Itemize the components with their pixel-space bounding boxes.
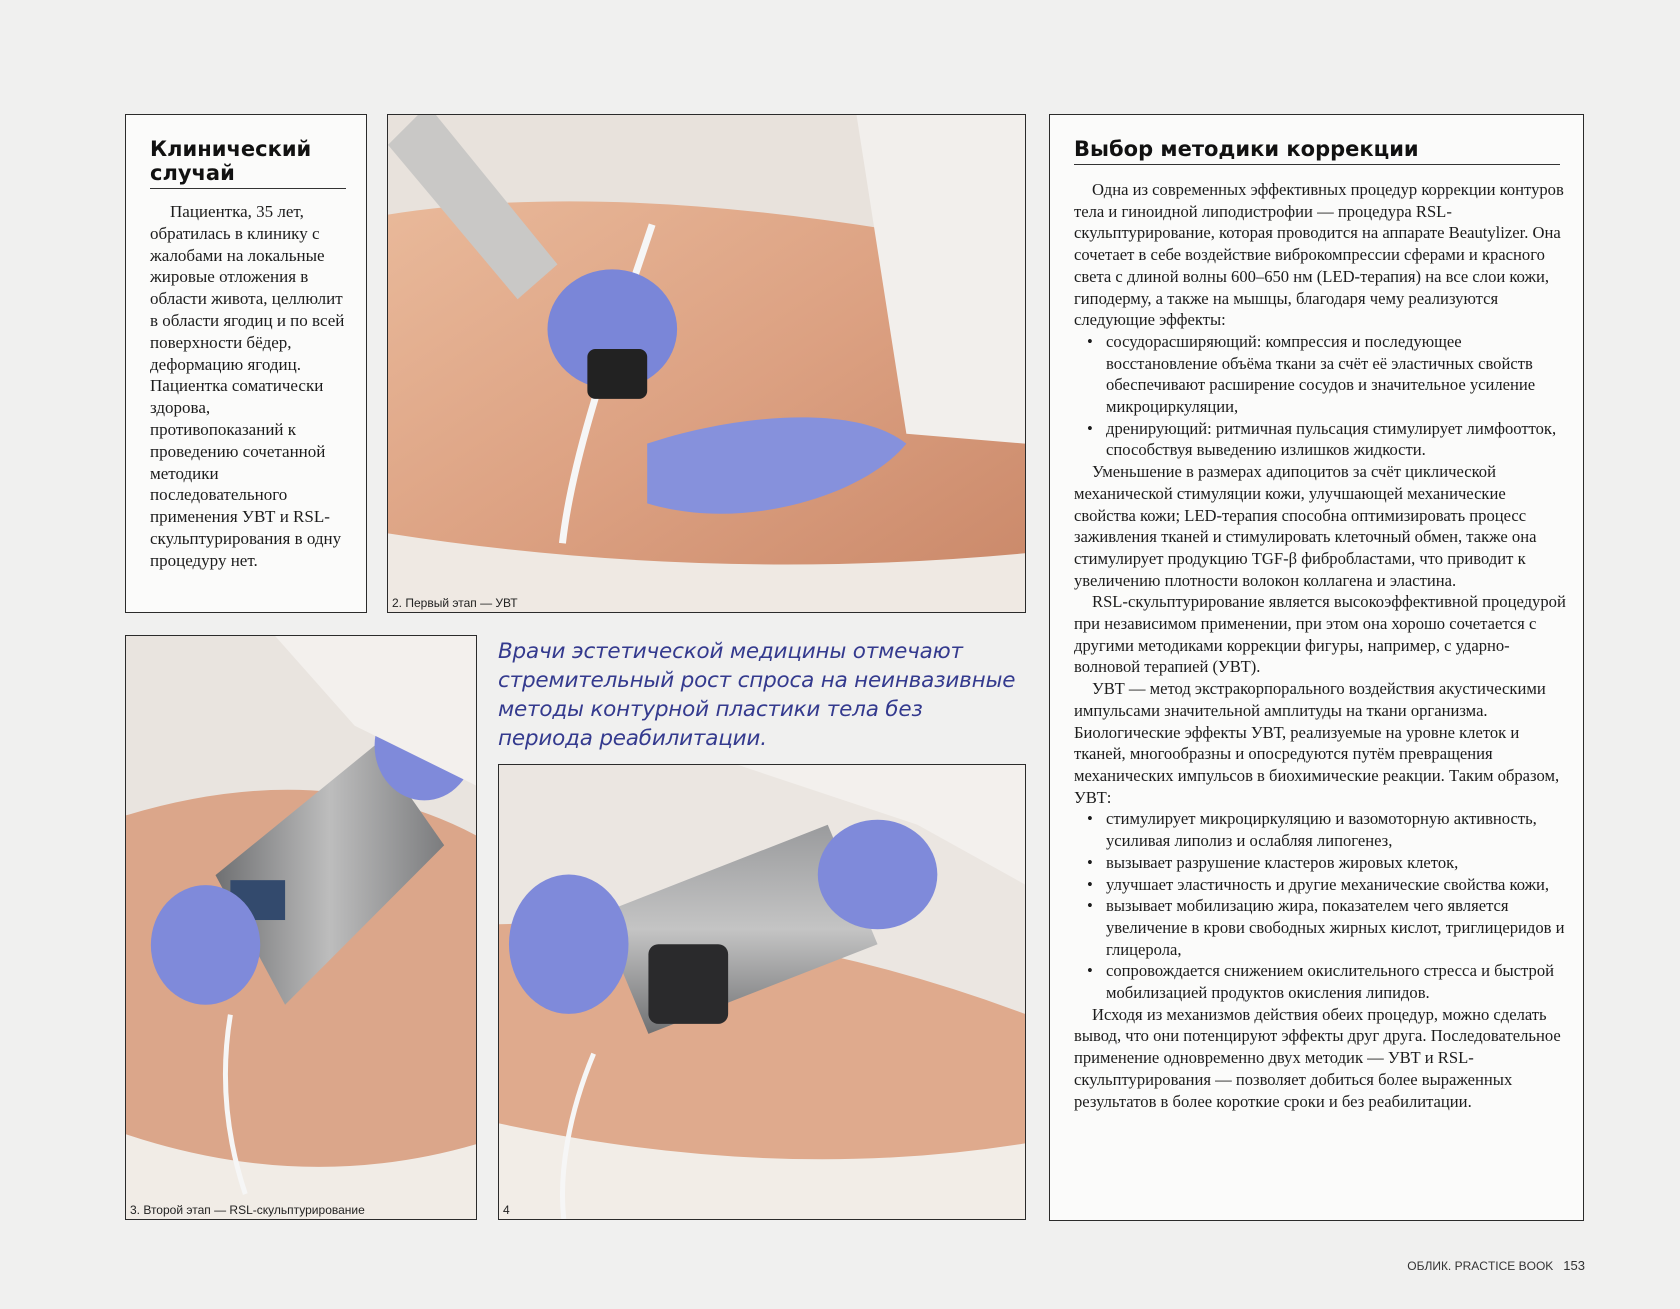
photo-4-caption: 4 (503, 1203, 510, 1217)
photo-4 (498, 764, 1026, 1220)
method-paragraph-1: Одна из современных эффективных процедур коррекции контуров тела и гиноидной липодистрофии — процедура RSL-скульптурирование, которая проводится на аппарате Beautylizer. Она сочетает в себе воздействие виброкомпрессии сферами и красного света с длиной волны 600–650 нм (LED-терапия) на все слои кожи, гиподерму, а также на мышцы, благодаря чему реализуются следующие эффекты: (1074, 180, 1564, 330)
uvt-effects-list-item: • стимулирует микроциркуляцию и вазомоторную активность, усиливая липолиз и ослабляя липогенез, (1106, 808, 1566, 851)
photo-first-stage-caption: 2. Первый этап — УВТ (392, 596, 518, 610)
photo-first-stage (387, 114, 1026, 613)
clinical-case-text (150, 201, 346, 572)
clinical-case-paragraph: Пациентка, 35 лет, обратилась в клинику с жалобами на локальные жировые отложения в области живота, целлюлит в области ягодиц и по всей поверхности бёдер, деформацию ягодиц. Пациентка соматически здорова, противопоказаний к проведению сочетанной методики последовательного применения УВТ и RSL-скульптурирования в одну процедуру нет. (150, 202, 345, 570)
page-footer (1407, 1258, 1585, 1273)
clinical-case-title: Клинический случай (150, 137, 346, 189)
uvt-effects-list-item: • вызывает мобилизацию жира, показателем чего является увеличение в крови свободных жирных кислот, триглицеридов и глицерола, (1106, 895, 1566, 960)
method-paragraph-2: Уменьшение в размерах адипоцитов за счёт циклической механической стимуляции кожи, улучшающей механические свойства кожи; LED-терапия способна оптимизировать процесс заживления тканей и стимулировать клеточный обмен, также она стимулирует продукцию TGF-β фибробластами, что приводит к увеличению плотности волокон коллагена и эластина. (1074, 462, 1537, 590)
uvt-effects-list (1074, 808, 1566, 1003)
photo-second-stage-image (126, 636, 476, 1219)
uvt-effects-list-item: • улучшает эластичность и другие механические свойства кожи, (1106, 874, 1566, 896)
method-selection-text (1074, 179, 1566, 1112)
uvt-effects-list-item: • вызывает разрушение кластеров жировых клеток, (1106, 852, 1566, 874)
method-selection-box (1049, 114, 1584, 1221)
effects-list (1074, 331, 1566, 461)
clinical-case-box (125, 114, 367, 613)
photo-second-stage-caption: 3. Второй этап — RSL-скульптурирование (130, 1203, 365, 1217)
method-paragraph-3: RSL-скульптурирование является высокоэффективной процедурой при независимом применении, при этом она хорошо сочетается с другими методиками коррекции фигуры, например, с ударно-волновой терапией (УВТ). (1074, 592, 1566, 677)
effects-list-item: • сосудорасширяющий: компрессия и последующее восстановление объёма ткани за счёт её эластичных свойств обеспечивают расширение сосудов и значительное усиление микроциркуляции, (1106, 331, 1566, 418)
uvt-effects-list-item: • сопровождается снижением окислительного стресса и быстрой мобилизацией продуктов окисления липидов. (1106, 960, 1566, 1003)
photo-second-stage (125, 635, 477, 1220)
pull-quote: Врачи эстетической медицины отмечают стремительный рост спроса на неинвазивные методы контурной пластики тела без периода реабилитации. (498, 639, 1016, 751)
effects-list-item: • дренирующий: ритмичная пульсация стимулирует лимфоотток, способствуя выведению излишков жидкости. (1106, 418, 1566, 461)
method-paragraph-4: УВТ — метод экстракорпорального воздействия акустическими импульсами значительной амплитуды на ткани организма. Биологические эффекты УВТ, реализуемые на уровне клеток и тканей, многообразны и опосредуются путём превращения механических импульсов в биохимические реакции. Таким образом, УВТ: (1074, 679, 1560, 807)
method-selection-title: Выбор методики коррекции (1074, 137, 1560, 165)
method-paragraph-5: Исходя из механизмов действия обеих процедур, можно сделать вывод, что они потенцируют эффекты друг друга. Последовательное применение одновременно двух методик — УВТ и RSL-скульптурирования — позволяет добиться более выраженных результатов в более короткие сроки и без реабилитации. (1074, 1004, 1561, 1111)
photo-4-image (499, 765, 1025, 1219)
page-number: 153 (1563, 1258, 1585, 1273)
footer-brand: ОБЛИК. PRACTICE BOOK (1407, 1259, 1554, 1273)
photo-first-stage-image (388, 115, 1025, 612)
